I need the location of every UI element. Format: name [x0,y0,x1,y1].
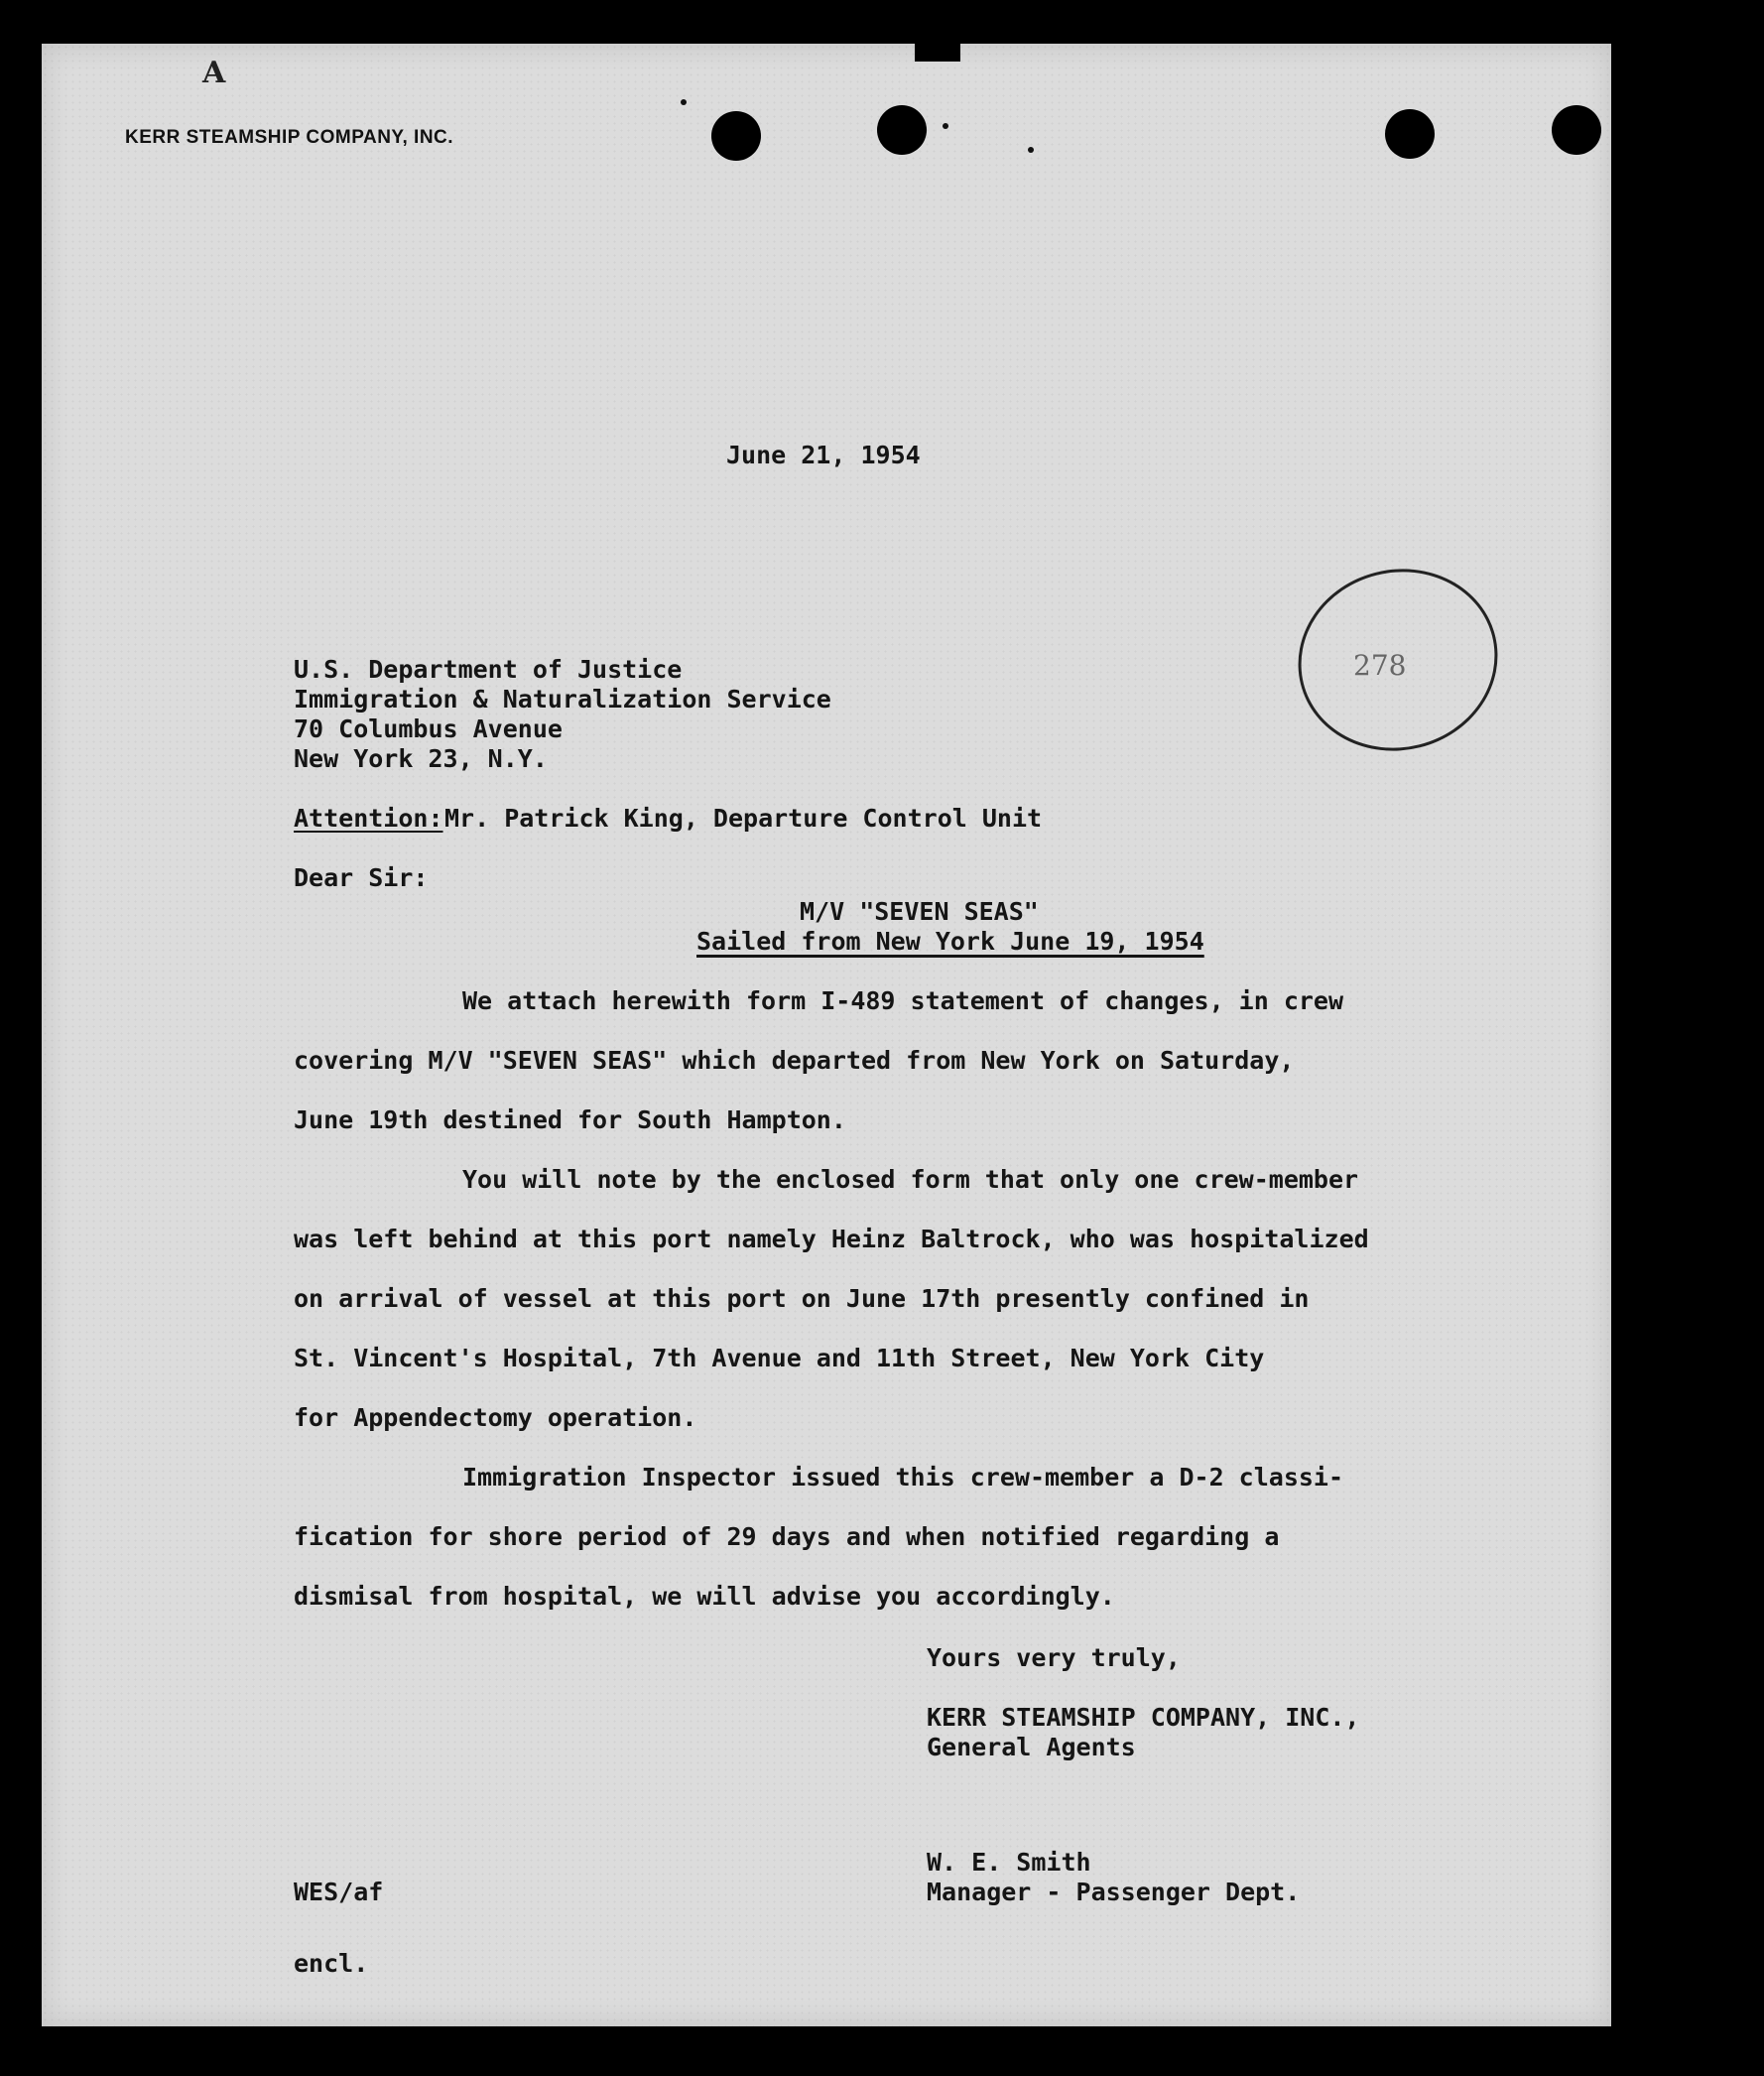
body-line: You will note by the enclosed form that only one crew-member [462,1165,1359,1194]
letter-page [42,44,1611,2026]
typist-initials: WES/af [294,1878,384,1906]
ink-speck [1028,147,1034,153]
attention-value: Mr. Patrick King, Departure Control Unit [444,804,1043,833]
body-line: dismisal from hospital, we will advise you accordingly. [294,1582,1115,1611]
signer-title: Manager - Passenger Dept. [927,1878,1301,1906]
signature-role: General Agents [927,1733,1136,1761]
recipient-line: New York 23, N.Y. [294,744,548,773]
attention-label: Attention: [294,804,443,833]
body-line: We attach herewith form I-489 statement of changes, in crew [462,986,1344,1015]
enclosure-note: encl. [294,1949,369,1978]
punch-hole [1552,105,1601,155]
corner-mark: A [202,56,226,90]
punch-hole [877,105,927,155]
body-line: June 19th destined for South Hampton. [294,1105,846,1134]
subject-sailing: Sailed from New York June 19, 1954 [696,927,1204,956]
body-line: St. Vincent's Hospital, 7th Avenue and 11th Street, New York City [294,1344,1265,1372]
letter-date: June 21, 1954 [726,441,921,469]
letterhead: KERR STEAMSHIP COMPANY, INC. [125,127,454,148]
recipient-line: Immigration & Naturalization Service [294,685,831,714]
punch-hole [711,111,761,161]
recipient-line: U.S. Department of Justice [294,655,683,684]
signer-name: W. E. Smith [927,1848,1091,1877]
signature-company: KERR STEAMSHIP COMPANY, INC., [927,1703,1360,1732]
stamp-number: 278 [1353,649,1407,682]
salutation: Dear Sir: [294,863,429,892]
recipient-line: 70 Columbus Avenue [294,714,563,743]
punch-hole [1385,109,1435,159]
body-line: Immigration Inspector issued this crew-member a D-2 classi- [462,1463,1344,1492]
body-line: fication for shore period of 29 days and when notified regarding a [294,1522,1280,1551]
page-notch [915,44,960,62]
ink-speck [943,123,948,129]
body-line: on arrival of vessel at this port on June 17th presently confined in [294,1284,1310,1313]
ink-speck [681,99,687,105]
body-line: covering M/V "SEVEN SEAS" which departed from New York on Saturday, [294,1046,1295,1075]
closing: Yours very truly, [927,1643,1181,1672]
body-line: for Appendectomy operation. [294,1403,697,1432]
body-line: was left behind at this port namely Heinz Baltrock, who was hospitalized [294,1225,1369,1253]
subject-vessel: M/V "SEVEN SEAS" [800,897,1039,926]
